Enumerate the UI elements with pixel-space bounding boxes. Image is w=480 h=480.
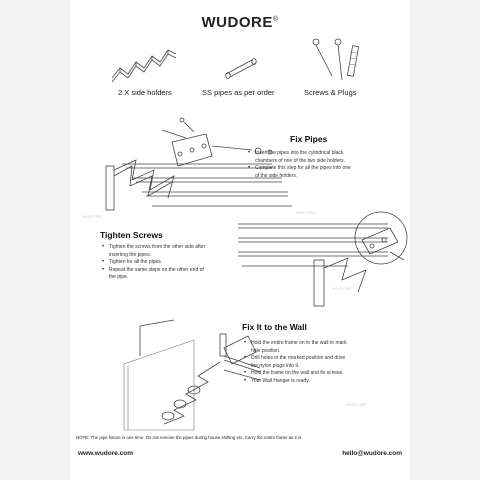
fix-pipes-step-2-cont: of the side holders.	[255, 172, 298, 179]
tighten-step-1-cont: inserting the pipes.	[109, 251, 151, 258]
wall-step-4: • Your Wall Hanger is ready.	[251, 378, 410, 386]
side-holders-caption: 2 X side holders	[118, 88, 172, 97]
tighten-step-2: • Tighten for all the pipes.	[109, 259, 269, 267]
brand-name: WUDORE	[201, 14, 273, 31]
tighten-screws-title: Tighten Screws	[100, 230, 163, 240]
fix-pipes-step-2: • Complete this step for all the pipes into one	[255, 165, 410, 173]
screws-caption: Screws & Plugs	[304, 88, 357, 97]
tighten-step-1: • Tighten the screws from the other side after	[109, 244, 269, 252]
fix-to-wall-instructions	[242, 340, 410, 386]
fix-pipes-title: Fix Pipes	[290, 134, 328, 144]
pipe-illustration	[222, 54, 262, 78]
fix-pipes-step-1: • Insert the pipes into the cylindrical black	[255, 150, 410, 158]
wall-step-3: • Hold the frame on the wall and fix screws.	[251, 370, 410, 378]
watermark: WUDORE	[332, 286, 353, 291]
registered-mark: ®	[272, 16, 279, 23]
side-holder-illustration	[110, 48, 180, 84]
instruction-sheet	[70, 0, 410, 480]
wall-step-2-cont: the nylon plugs into it.	[251, 362, 300, 369]
fix-pipes-step-1-cont: chambers of one of the two side holders.	[255, 157, 346, 164]
wall-step-1-cont: hole position.	[251, 347, 281, 354]
brand-logo	[70, 14, 410, 31]
watermark: WUDORE	[346, 402, 367, 407]
email-link[interactable]: hello@wudore.com	[342, 450, 402, 457]
watermark: WUDORE	[296, 210, 317, 215]
fix-to-wall-title: Fix It to the Wall	[242, 322, 307, 332]
screws-illustration	[308, 36, 368, 84]
fix-pipes-instructions	[246, 150, 410, 180]
pipes-caption: SS pipes as per order	[202, 88, 275, 97]
watermark: WUDORE	[82, 214, 103, 219]
website-link[interactable]: www.wudore.com	[78, 450, 134, 457]
tighten-step-3-cont: the pipe.	[109, 274, 129, 281]
note-text: NOTE: The pipe fixture is one time. Do not remove the pipes during house shifting etc. Carry the entire frame as it is.	[76, 435, 303, 440]
tighten-step-3: • Repeat the same steps on the other end of	[109, 267, 269, 275]
tighten-screws-instructions	[100, 244, 269, 282]
wall-step-2: • Drill holes in the marked position and drive	[251, 355, 410, 363]
wall-step-1: • Hold the entire frame on to the wall to mark	[251, 340, 410, 348]
